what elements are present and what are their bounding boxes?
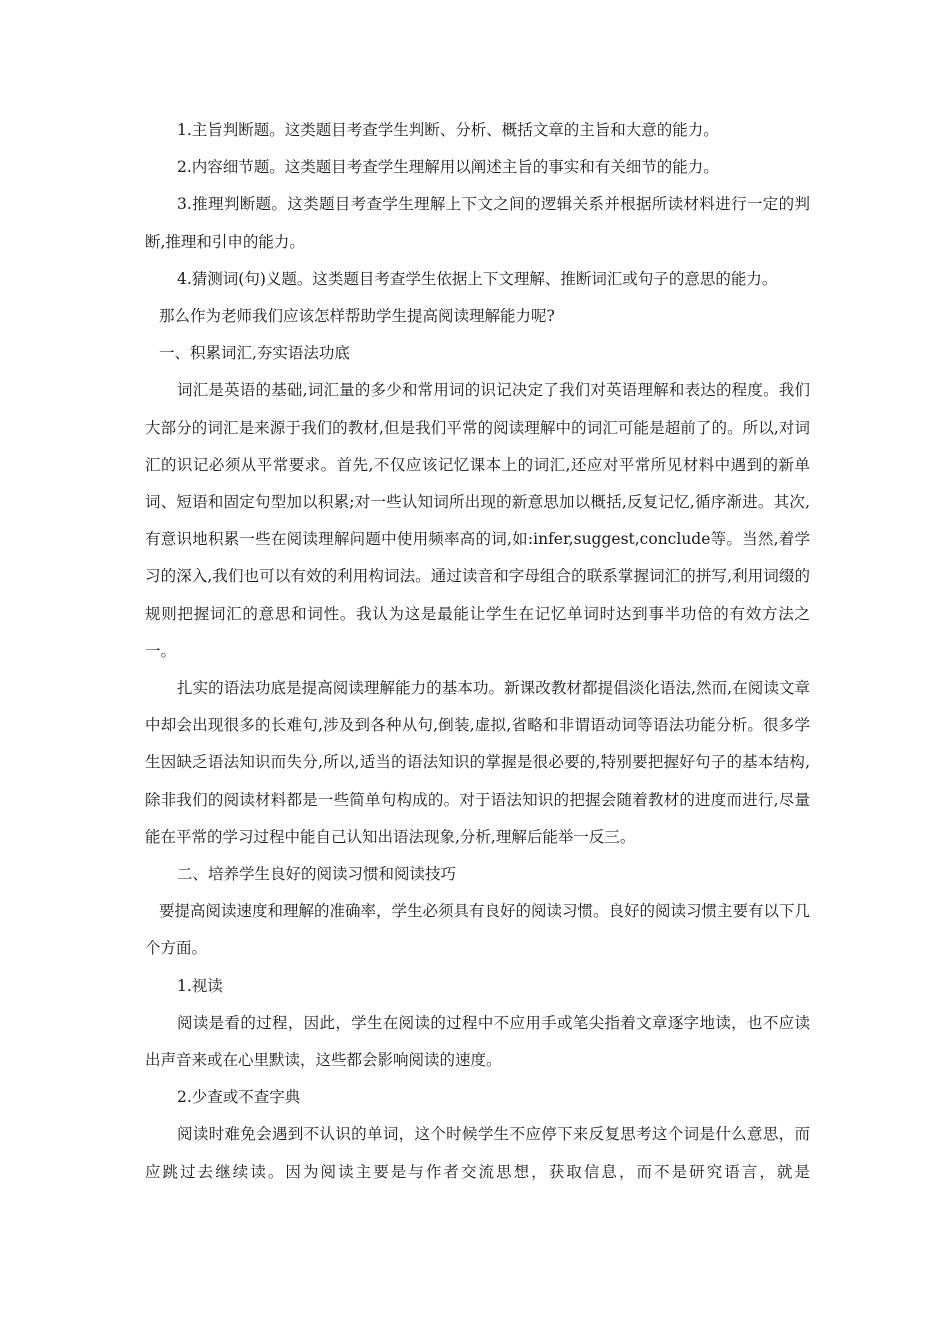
paragraph-question: 那么作为老师我们应该怎样帮助学生提高阅读理解能力呢?: [159, 307, 555, 326]
paragraph-vocabulary: 词汇是英语的基础,词汇量的多少和常用词的识记决定了我们对英语理解和表达的程度。我们大部分的词汇是来源于我们的教材,但是我们平常的阅读理解中的词汇可能是超前了的。所以,对词汇的识记必须从平常要求。首先,不仅应该记忆课本上的词汇,还应对平常所见材料中遇到的新单词、短语和固定句型加以积累;对一些认知词所出现的新意思加以概括,反复记忆,循序渐进。其次,有意识地积累一些在阅读理解问题中使用频率高的词,如:infer,suggest,conclude等。当然,着学习的深入,我们也可以有效的利用构词法。通过读音和字母组合的联系掌握词汇的拼写,利用词缀的规则把握词汇的意思和词性。我认为这是最能让学生在记忆单词时达到事半功倍的有效方法之一。: [145, 381, 810, 660]
heading-reading-habits: 二、培养学生良好的阅读习惯和阅读技巧: [177, 865, 457, 884]
paragraph-detail: 2.内容细节题。这类题目考查学生理解用以阐述主旨的事实和有关细节的能力。: [177, 158, 719, 177]
paragraph-grammar: 扎实的语法功底是提高阅读理解能力的基本功。新课改教材都提倡淡化语法,然而,在阅读文章中却会出现很多的长难句,涉及到各种从句,倒装,虚拟,省略和非谓语动词等语法功能分析。很多学生因缺乏语法知识而失分,所以,适当的语法知识的掌握是很必要的,特别要把握好句子的基本结构,除非我们的阅读材料都是一些简单句构成的。对于语法知识的把握会随着教材的进度而进行,尽量能在平常的学习过程中能自己认知出语法现象,分析,理解后能举一反三。: [145, 679, 810, 846]
paragraph-inference: 3.推理判断题。这类题目考查学生理解上下文之间的逻辑关系并根据所读材料进行一定的判断,推理和引申的能力。: [145, 195, 810, 251]
paragraph-guess-meaning: 4.猜测词(句)义题。这类题目考查学生依据上下文理解、推断词汇或句子的意思的能力。: [177, 269, 778, 288]
heading-vocabulary-grammar: 一、积累词汇,夯实语法功底: [159, 344, 350, 363]
subheading-visual-reading: 1.视读: [177, 976, 223, 995]
subheading-dictionary: 2.少查或不查字典: [177, 1088, 301, 1107]
paragraph-main-idea: 1.主旨判断题。这类题目考查学生判断、分析、概括文章的主旨和大意的能力。: [177, 121, 719, 139]
paragraph-reading-habits-intro: 要提高阅读速度和理解的准确率，学生必须具有良好的阅读习惯。良好的阅读习惯主要有以下几个方面。: [145, 902, 811, 958]
paragraph-dictionary: 阅读时难免会遇到不认识的单词，这个时候学生不应停下来反复思考这个词是什么意思，而应跳过去继续读。因为阅读主要是与作者交流思想，获取信息，而不是研究语言，就是: [145, 1125, 810, 1181]
paragraph-visual-reading: 阅读是看的过程，因此，学生在阅读的过程中不应用手或笔尖指着文章逐字地读，也不应读出声音来或在心里默读，这些都会影响阅读的速度。: [145, 1013, 810, 1070]
